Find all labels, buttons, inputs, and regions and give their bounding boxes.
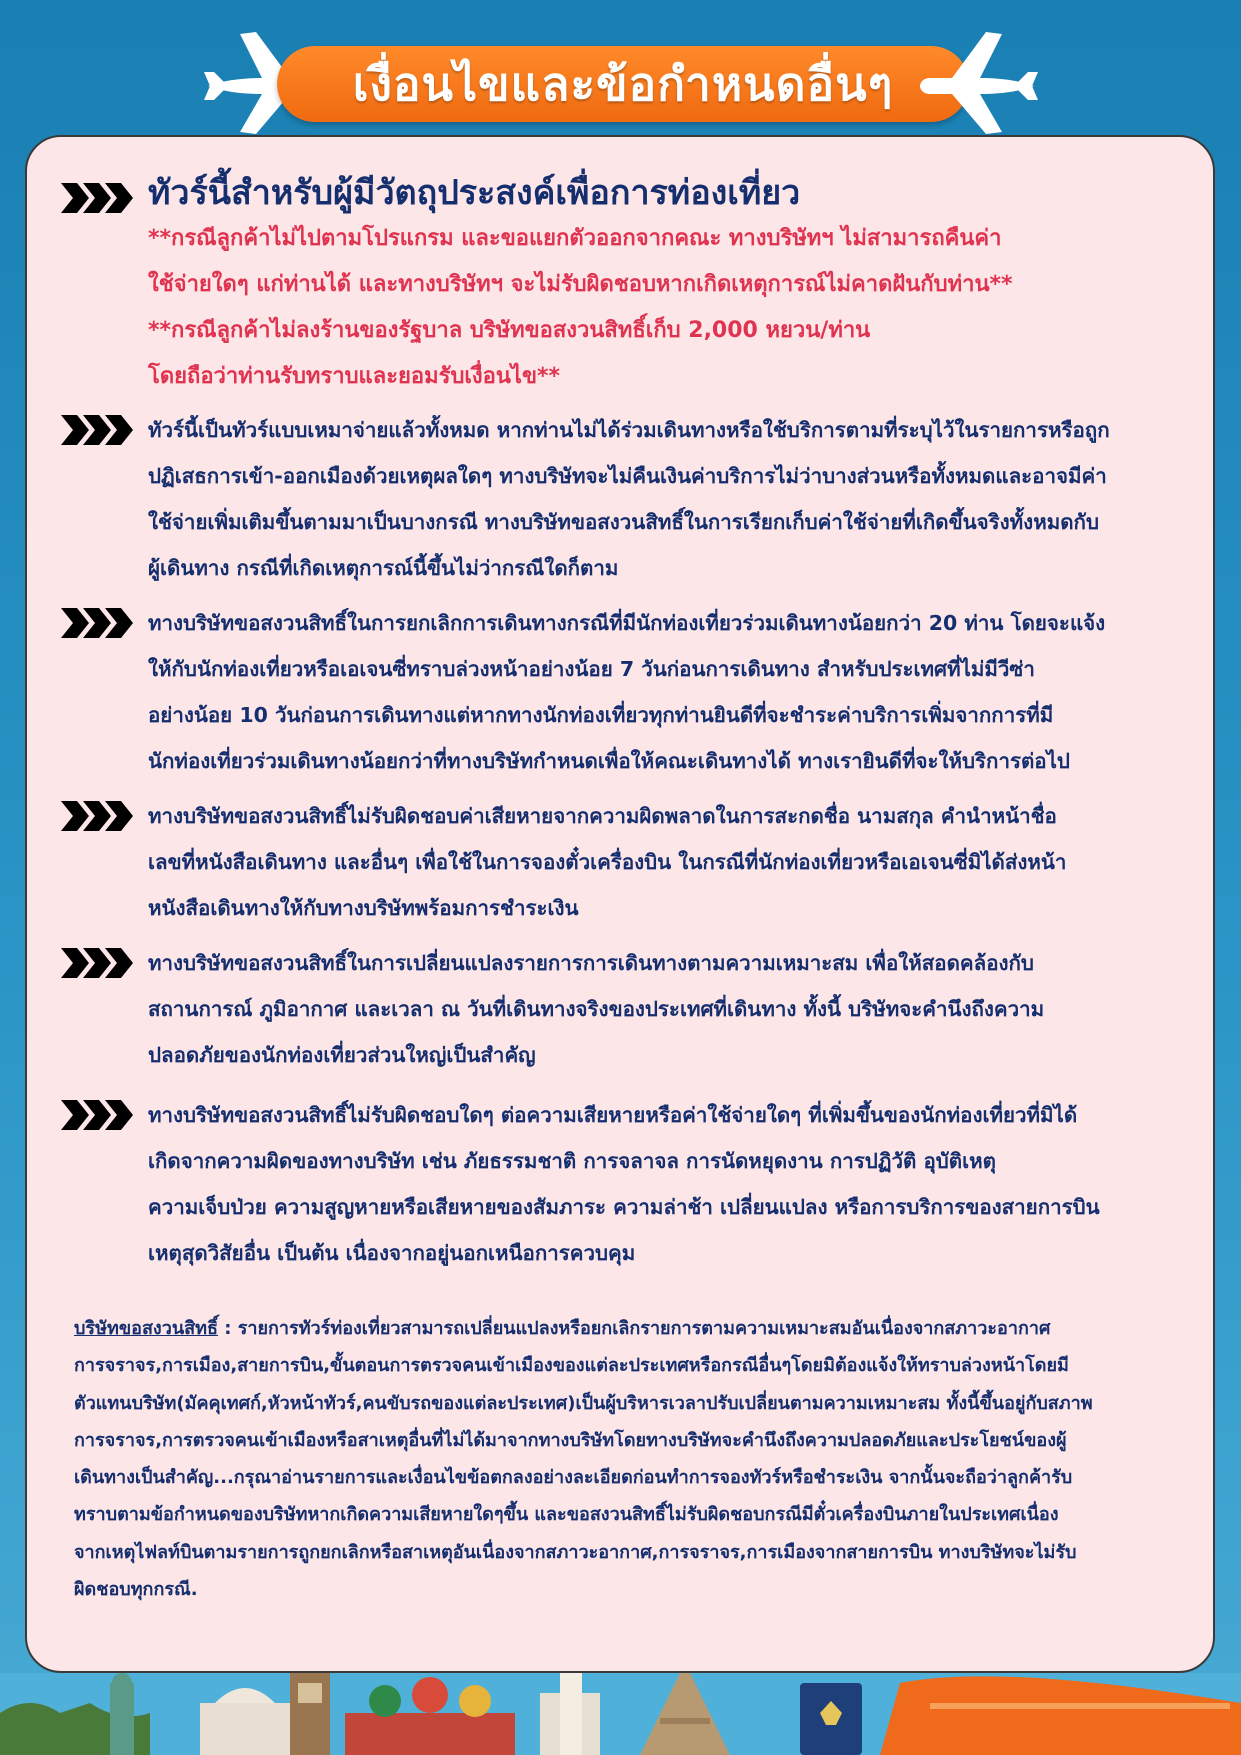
condition-text: ทางบริษัทขอสงวนสิทธิ์ในการยกเลิกการเดินทางกรณีที่มีนักท่องเที่ยวร่วมเดินทางน้อยกว่า 20 ท่าน โดยจะแจ้ง ให้กับนักท่องเที่ยวหรือเอเจนซี่ทราบล่วงหน้าอย่างน้อย 7 วันก่อนการเดินทาง สำหรับประเทศที่ไม่มีวีซ่า อย่างน้อย 10 วันก่อนการเดินทางแต่หากทางนักท่องเที่ยวทุกท่านยินดีที่จะชำระค่าบริการเพิ่มจากการที่มี นักท่องเที่ยวร่วมเดินทางน้อยกว่าที่ทางบริษัทกำหนดเพื่อให้คณะเดินทางได้ ทางเรายินดีที่จะให้บริการต่อไป	[148, 611, 1106, 773]
title-banner	[277, 46, 969, 122]
page-title: เงื่อนไขและข้อกำหนดอื่นๆ	[352, 56, 894, 111]
conditions-card	[25, 135, 1215, 1673]
triple-chevron-icon	[61, 948, 133, 978]
footnote-text: : รายการทัวร์ท่องเที่ยวสามารถเปลี่ยนแปลงหรือยกเลิกรายการตามความเหมาะสมอันเนื่องจากสภาวะอากาศ การจราจร,การเมือง,สายการบิน,ขั้นตอนการตรวจคนเข้าเมืองของแต่ละประเทศหรือกรณีอื่นๆโดยมิต้องแจ้งให้ทราบล่วงหน้าโดยมี ตัวแทนบริษัท(มัคคุเทศก์,หัวหน้าทัวร์,คนขับรถของแต่ละประเทศ)เป็นผู้บริหารเวลาปรับเปลี่ยนตามความเหมาะสม ทั้งนี้ขึ้นอยู่กับสภาพ การจราจร,การตรวจคนเข้าเมืองหรือสาเหตุอื่นที่ไม่ได้มาจากทางบริษัทโดยทางบริษัทจะคำนึงถึงความปลอดภัยและประโยชน์ของผู้ เดินทางเป็นสำคัญ...กรุณาอ่านรายการและเงื่อนไขข้อตกลงอย่างละเอียดก่อนทำการจองทัวร์หรือชำระเงิน จากนั้นจะถือว่าลูกค้ารับ ทราบตามข้อกำหนดของบริษัทหากเกิดความเสียหายใดๆขึ้น และขอสงวนสิทธิ์ไม่รับผิดชอบกรณีมีตั๋วเครื่องบินภายในประเทศเนื่อง จากเหตุไฟลท์บินตามรายการถูกยกเลิกหรือสาเหตุอันเนื่องจากสภาวะอากาศ,การจราจร,การเมืองจากสายการบิน ทางบริษัทจะไม่รับ ผิดชอบทุกกรณี.	[74, 1318, 1093, 1601]
footnote	[74, 1310, 1173, 1608]
warning-text: **กรณีลูกค้าไม่ไปตามโปรแกรม และขอแยกตัวออกจากคณะ ทางบริษัทฯ ไม่สามารถคืนค่า ใช้จ่ายใดๆ แก่ท่านได้ และทางบริษัทฯ จะไม่รับผิดชอบหากเกิดเหตุการณ์ไม่คาดฝันกับท่าน**	[148, 226, 1013, 297]
landmarks-illustration	[0, 1673, 1241, 1755]
condition-text: ทางบริษัทขอสงวนสิทธิ์ไม่รับผิดชอบใดๆ ต่อความเสียหายหรือค่าใช้จ่ายใดๆ ที่เพิ่มขึ้นของนักท่องเที่ยวที่มิได้ เกิดจากความผิดของทางบริษัท เช่น ภัยธรรมชาติ การจลาจล การนัดหยุดงาน การปฏิวัติ อุบัติเหตุ ความเจ็บป่วย ความสูญหายหรือเสียหายของสัมภาระ ความล่าช้า เปลี่ยนแปลง หรือการบริการของสายการบิน เหตุสุดวิสัยอื่น เป็นต้น เนื่องจากอยู่นอกเหนือการควบคุม	[148, 1103, 1100, 1265]
footnote-label: บริษัทขอสงวนสิทธิ์	[74, 1318, 218, 1339]
section-heading: ทัวร์นี้สำหรับผู้มีวัตถุประสงค์เพื่อการท่องเที่ยว	[148, 173, 801, 213]
triple-chevron-icon	[61, 801, 133, 831]
airplane-icon	[918, 28, 1038, 138]
condition-text: ทางบริษัทขอสงวนสิทธิ์ในการเปลี่ยนแปลงรายการการเดินทางตามความเหมาะสม เพื่อให้สอดคล้องกับ สถานการณ์ ภูมิอากาศ และเวลา ณ วันที่เดินทางจริงของประเทศที่เดินทาง ทั้งนี้ บริษัทจะคำนึงถึงความ ปลอดภัยของนักท่องเที่ยวส่วนใหญ่เป็นสำคัญ	[148, 951, 1045, 1067]
header	[0, 28, 1241, 138]
triple-chevron-icon	[61, 608, 133, 638]
warning-text: **กรณีลูกค้าไม่ลงร้านของรัฐบาล บริษัทขอสงวนสิทธิ์เก็บ 2,000 หยวน/ท่าน โดยถือว่าท่านรับทราบและยอมรับเงื่อนไข**	[148, 318, 871, 389]
condition-text: ทัวร์นี้เป็นทัวร์แบบเหมาจ่ายแล้วทั้งหมด หากท่านไม่ได้ร่วมเดินทางหรือใช้บริการตามที่ระบุไว้ในรายการหรือถูก ปฏิเสธการเข้า-ออกเมืองด้วยเหตุผลใดๆ ทางบริษัทจะไม่คืนเงินค่าบริการไม่ว่าบางส่วนหรือทั้งหมดและอาจมีค่า ใช้จ่ายเพิ่มเติมขึ้นตามมาเป็นบางกรณี ทางบริษัทขอสงวนสิทธิ์ในการเรียกเก็บค่าใช้จ่ายที่เกิดขึ้นจริงทั้งหมดกับ ผู้เดินทาง กรณีที่เกิดเหตุการณ์นี้ขึ้นไม่ว่ากรณีใดก็ตาม	[148, 418, 1110, 580]
triple-chevron-icon	[61, 183, 133, 213]
triple-chevron-icon	[61, 415, 133, 445]
condition-text: ทางบริษัทขอสงวนสิทธิ์ไม่รับผิดชอบค่าเสียหายจากความผิดพลาดในการสะกดชื่อ นามสกุล คำนำหน้าชื่อ เลขที่หนังสือเดินทาง และอื่นๆ เพื่อใช้ในการจองตั๋วเครื่องบิน ในกรณีที่นักท่องเที่ยวหรือเอเจนซี่มิได้ส่งหน้า หนังสือเดินทางให้กับทางบริษัทพร้อมการชำระเงิน	[148, 804, 1067, 920]
triple-chevron-icon	[61, 1100, 133, 1130]
